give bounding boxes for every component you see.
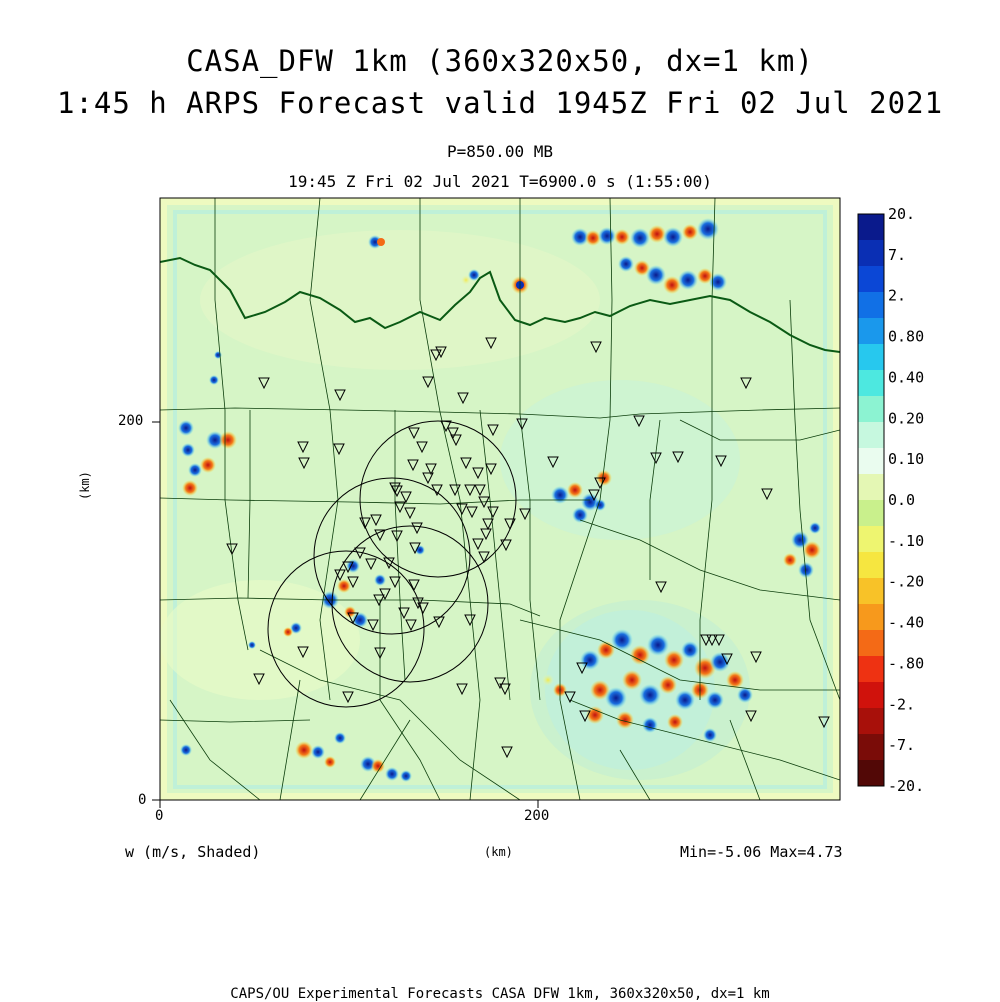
- colorbar-label: 0.10: [888, 450, 925, 469]
- colorbar-label: -2.: [888, 695, 916, 714]
- colorbar: [858, 205, 924, 795]
- colorbar-label: 7.: [888, 245, 907, 264]
- colorbar-label: -.40: [888, 613, 925, 632]
- colorbar-label: 0.80: [888, 327, 925, 346]
- colorbar-swatch: [858, 526, 884, 553]
- colorbar-label: 2.: [888, 286, 907, 305]
- colorbar-label: -.20: [888, 572, 925, 591]
- chart-title-line2: 1:45 h ARPS Forecast valid 1945Z Fri 02 Jul 2021: [56, 86, 944, 120]
- colorbar-swatch: [858, 604, 884, 631]
- colorbar-swatch: [858, 396, 884, 423]
- colorbar-swatch: [858, 474, 884, 501]
- x-tick-label: 200: [524, 808, 550, 824]
- y-tick-label: 200: [118, 413, 144, 429]
- valid-time: 19:45 Z Fri 02 Jul 2021 T=6900.0 s (1:55:00): [288, 172, 712, 191]
- colorbar-swatch: [858, 708, 884, 735]
- colorbar-label: -7.: [888, 736, 916, 755]
- colorbar-label: -20.: [888, 777, 925, 795]
- colorbar-swatch: [858, 682, 884, 709]
- colorbar-swatch: [858, 422, 884, 449]
- credit-line: CAPS/OU Experimental Forecasts CASA DFW 1km, 360x320x50, dx=1 km: [230, 986, 770, 1002]
- colorbar-swatch: [858, 240, 884, 267]
- colorbar-swatch: [858, 292, 884, 319]
- chart-title-line1: CASA_DFW 1km (360x320x50, dx=1 km): [186, 44, 814, 78]
- colorbar-swatch: [858, 734, 884, 761]
- colorbar-swatch: [858, 318, 884, 345]
- colorbar-swatch: [858, 500, 884, 527]
- colorbar-label: 20.: [888, 205, 916, 223]
- colorbar-label: 0.40: [888, 368, 925, 387]
- colorbar-swatch: [858, 552, 884, 579]
- pressure-level: P=850.00 MB: [447, 142, 553, 161]
- colorbar-swatch: [858, 578, 884, 605]
- colorbar-swatch: [858, 214, 884, 241]
- y-axis-label: (km): [78, 471, 92, 500]
- colorbar-label: -.80: [888, 654, 925, 673]
- x-tick-label: 0: [155, 808, 164, 824]
- colorbar-swatch: [858, 344, 884, 371]
- colorbar-swatch: [858, 266, 884, 293]
- colorbar-label: 0.20: [888, 409, 925, 428]
- y-tick-label: 0: [138, 792, 147, 808]
- variable-label: w (m/s, Shaded): [125, 843, 261, 861]
- colorbar-label: 0.0: [888, 491, 916, 509]
- min-max-label: Min=-5.06 Max=4.73: [680, 843, 843, 861]
- colorbar-swatch: [858, 656, 884, 683]
- colorbar-swatch: [858, 448, 884, 475]
- x-axis-label: (km): [484, 845, 513, 859]
- colorbar-swatch: [858, 370, 884, 397]
- colorbar-swatch: [858, 630, 884, 657]
- colorbar-swatch: [858, 760, 884, 787]
- colorbar-label: -.10: [888, 531, 925, 550]
- w-field: [160, 198, 840, 800]
